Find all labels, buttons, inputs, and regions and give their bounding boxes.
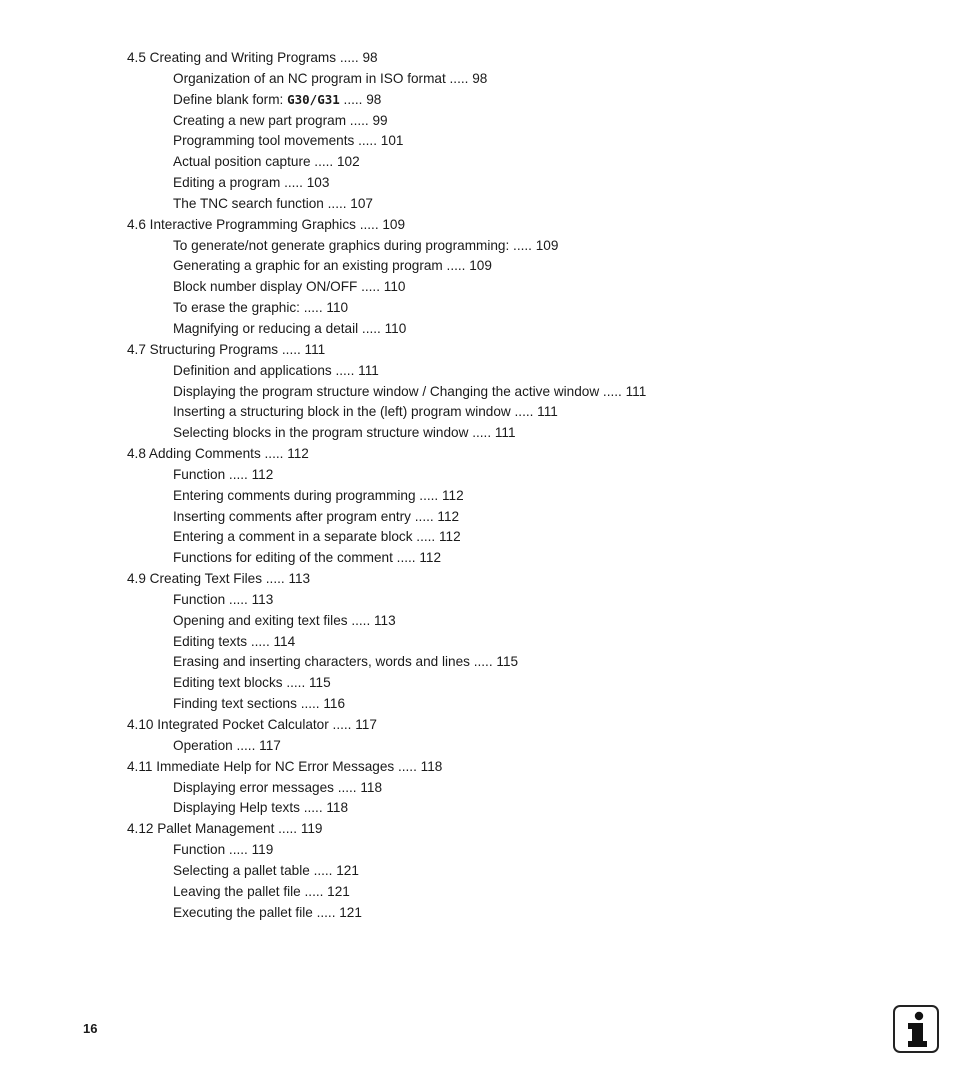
toc-entry-title: Function [173, 842, 226, 858]
toc-entry-title: To erase the graphic: [173, 300, 300, 316]
toc-subsection-entry [127, 632, 646, 653]
toc-entry-title: Generating a graphic for an existing program [173, 258, 443, 274]
toc-subsection-entry [127, 903, 646, 924]
toc-entry-title: 4.5 Creating and Writing Programs [127, 50, 337, 65]
toc-leader: ..... [445, 70, 473, 86]
toc-leader: ..... [412, 529, 439, 545]
toc-subsection-entry [127, 69, 646, 90]
toc-subsection-entry [127, 673, 646, 694]
toc-page-number: 115 [496, 654, 519, 670]
toc-leader: ..... [312, 904, 340, 920]
toc-entry-title: Erasing and inserting characters, words and lines [173, 654, 470, 670]
toc-entry-title: Executing the pallet file [173, 904, 313, 920]
toc-section-entry [127, 819, 646, 840]
toc-subsection-entry [127, 319, 646, 340]
toc-leader: ..... [509, 237, 536, 253]
table-of-contents [127, 48, 646, 923]
toc-leader: ..... [310, 154, 337, 170]
toc-leader: ..... [225, 591, 252, 607]
toc-entry-title: Operation [173, 737, 233, 753]
toc-leader: ..... [232, 737, 260, 753]
toc-entry-title: Function [173, 591, 226, 607]
toc-page-number: 112 [287, 446, 309, 462]
toc-page-number: 98 [362, 50, 378, 65]
toc-subsection-entry [127, 548, 646, 569]
toc-leader: ..... [274, 821, 301, 837]
toc-page-number: 111 [537, 404, 558, 420]
toc-page-number: 109 [535, 237, 559, 253]
toc-leader: ..... [299, 300, 327, 316]
toc-page-number: 98 [472, 70, 488, 86]
toc-leader: ..... [296, 696, 324, 712]
toc-entry-title: Displaying error messages [173, 779, 334, 795]
toc-entry-title: Magnifying or reducing a detail [173, 320, 359, 336]
toc-entry-title: Block number display ON/OFF [173, 279, 358, 295]
toc-leader: ..... [339, 91, 367, 107]
toc-section-entry [127, 340, 646, 361]
toc-leader: ..... [358, 320, 385, 336]
toc-page-number: 118 [326, 800, 349, 816]
toc-entry-code: G30/G31 [287, 91, 340, 107]
toc-leader: ..... [225, 466, 252, 482]
toc-leader: ..... [346, 112, 373, 128]
toc-page-number: 113 [374, 612, 396, 628]
toc-leader: ..... [510, 404, 538, 420]
toc-entry-title: Actual position capture [173, 154, 311, 170]
toc-leader: ..... [392, 550, 420, 566]
toc-entry-title: 4.12 Pallet Management [127, 821, 275, 837]
toc-page-number: 119 [251, 842, 274, 858]
toc-entry-title: 4.9 Creating Text Files [127, 571, 262, 587]
toc-page-number: 112 [251, 466, 274, 482]
toc-subsection-entry [127, 694, 646, 715]
toc-page-number: 98 [366, 91, 382, 107]
toc-subsection-entry [127, 527, 646, 548]
toc-entry-title: 4.11 Immediate Help for NC Error Messages [127, 758, 395, 774]
toc-subsection-entry [127, 236, 646, 257]
toc-section-entry [127, 569, 646, 590]
toc-subsection-entry [127, 402, 646, 423]
toc-entry-title: Editing texts [173, 633, 248, 649]
toc-subsection-entry [127, 423, 646, 444]
toc-leader: ..... [415, 487, 442, 503]
toc-leader: ..... [336, 50, 363, 65]
toc-page-number: 116 [323, 696, 346, 712]
toc-section-entry [127, 715, 646, 736]
toc-page-number: 121 [327, 883, 350, 899]
toc-page-number: 112 [419, 550, 441, 566]
toc-subsection-entry [127, 131, 646, 152]
toc-page-number: 112 [438, 529, 461, 545]
toc-leader: ..... [309, 862, 337, 878]
toc-leader: ..... [300, 883, 328, 899]
toc-leader: ..... [357, 279, 384, 295]
toc-subsection-entry [127, 361, 646, 382]
toc-page-number: 111 [625, 383, 647, 399]
toc-entry-title: Creating a new part program [173, 112, 347, 128]
toc-leader: ..... [331, 362, 359, 378]
toc-leader: ..... [354, 133, 381, 149]
toc-entry-title: Entering comments during programming [173, 487, 416, 503]
toc-entry-title: Organization of an NC program in ISO format [173, 70, 446, 86]
toc-leader: ..... [260, 446, 288, 462]
toc-subsection-entry [127, 798, 646, 819]
toc-page-number: 99 [372, 112, 388, 128]
toc-subsection-entry [127, 152, 646, 173]
toc-entry-title: Selecting blocks in the program structure window [173, 425, 469, 441]
toc-entry-title: To generate/not generate graphics during programming: [173, 237, 510, 253]
toc-page-number: 101 [380, 133, 404, 149]
toc-subsection-entry [127, 652, 646, 673]
toc-subsection-entry [127, 194, 646, 215]
toc-subsection-entry [127, 590, 646, 611]
toc-entry-title: Opening and exiting text files [173, 612, 348, 628]
toc-entry-title: Displaying the program structure window / Changing the active window [173, 383, 600, 399]
toc-page-number: 118 [420, 758, 443, 774]
toc-page-number: 113 [288, 571, 311, 587]
toc-subsection-entry [127, 173, 646, 194]
toc-page-number: 109 [469, 258, 492, 274]
toc-leader: ..... [394, 758, 421, 774]
toc-section-entry [127, 757, 646, 778]
toc-entry-title: Displaying Help texts [173, 800, 300, 816]
toc-page-number: 102 [336, 154, 360, 170]
toc-subsection-entry [127, 778, 646, 799]
toc-subsection-entry [127, 298, 646, 319]
page-number: 16 [83, 1021, 98, 1036]
toc-leader: ..... [299, 800, 327, 816]
toc-subsection-entry [127, 507, 646, 528]
toc-subsection-entry [127, 861, 646, 882]
info-icon [893, 1005, 939, 1053]
toc-leader: ..... [278, 341, 305, 357]
toc-subsection-entry [127, 882, 646, 903]
toc-page-number: 112 [441, 487, 464, 503]
toc-entry-title: Editing text blocks [173, 675, 283, 691]
toc-page-number: 114 [273, 633, 296, 649]
toc-page-number: 110 [326, 300, 349, 316]
toc-entry-title: Finding text sections [173, 696, 297, 712]
toc-entry-title: 4.7 Structuring Programs [127, 341, 279, 357]
toc-entry-title: Functions for editing of the comment [173, 550, 393, 566]
toc-entry-title: Function [173, 466, 226, 482]
toc-page-number: 110 [383, 279, 406, 295]
toc-leader: ..... [355, 216, 383, 232]
toc-page-number: 109 [382, 216, 406, 232]
toc-subsection-entry [127, 111, 646, 132]
toc-entry-title: Inserting a structuring block in the (left) program window [173, 404, 511, 420]
toc-page-number: 112 [437, 508, 460, 524]
toc-page-number: 121 [336, 862, 359, 878]
toc-entry-title: The TNC search function [173, 195, 324, 211]
toc-page-number: 118 [360, 779, 383, 795]
toc-entry-title: 4.8 Adding Comments [127, 446, 261, 462]
toc-leader: ..... [333, 779, 361, 795]
toc-leader: ..... [262, 571, 289, 587]
toc-entry-title: Entering a comment in a separate block [173, 529, 413, 545]
toc-leader: ..... [247, 633, 274, 649]
toc-subsection-entry [127, 611, 646, 632]
toc-leader: ..... [347, 612, 374, 628]
toc-leader: ..... [323, 195, 351, 211]
toc-entry-title: Definition and applications [173, 362, 332, 378]
toc-section-entry [127, 48, 646, 69]
toc-leader: ..... [468, 425, 495, 441]
toc-leader: ..... [469, 654, 497, 670]
toc-page-number: 113 [251, 591, 274, 607]
toc-page-number: 110 [384, 320, 407, 336]
toc-page-number: 107 [350, 195, 373, 211]
toc-page-number: 117 [259, 737, 281, 753]
toc-entry-title: Inserting comments after program entry [173, 508, 411, 524]
toc-subsection-entry [127, 90, 646, 111]
toc-entry-title: Define blank form: [173, 91, 288, 107]
toc-entry-title: 4.6 Interactive Programming Graphics [127, 216, 356, 232]
toc-leader: ..... [599, 383, 626, 399]
toc-page-number: 111 [358, 362, 379, 378]
toc-subsection-entry [127, 465, 646, 486]
toc-page-number: 111 [304, 341, 326, 357]
toc-page-number: 103 [306, 175, 330, 191]
toc-leader: ..... [280, 175, 307, 191]
toc-leader: ..... [282, 675, 309, 691]
toc-leader: ..... [328, 717, 356, 732]
toc-leader: ..... [410, 508, 438, 524]
toc-page-number: 119 [300, 821, 323, 837]
toc-section-entry [127, 444, 646, 465]
toc-subsection-entry [127, 256, 646, 277]
toc-entry-title: Programming tool movements [173, 133, 355, 149]
toc-subsection-entry [127, 736, 646, 757]
toc-leader: ..... [442, 258, 470, 274]
toc-page-number: 115 [309, 675, 331, 691]
toc-page-number: 111 [494, 425, 516, 441]
toc-entry-title: Editing a program [173, 175, 281, 191]
toc-subsection-entry [127, 382, 646, 403]
toc-entry-title: Selecting a pallet table [173, 862, 310, 878]
toc-entry-title: 4.10 Integrated Pocket Calculator [127, 717, 329, 732]
toc-entry-title: Leaving the pallet file [173, 883, 301, 899]
toc-leader: ..... [225, 842, 252, 858]
toc-page-number: 117 [355, 717, 377, 732]
toc-section-entry [127, 215, 646, 236]
toc-subsection-entry [127, 277, 646, 298]
toc-subsection-entry [127, 840, 646, 861]
info-glyph [895, 1007, 937, 1051]
toc-subsection-entry [127, 486, 646, 507]
toc-page-number: 121 [339, 904, 362, 920]
